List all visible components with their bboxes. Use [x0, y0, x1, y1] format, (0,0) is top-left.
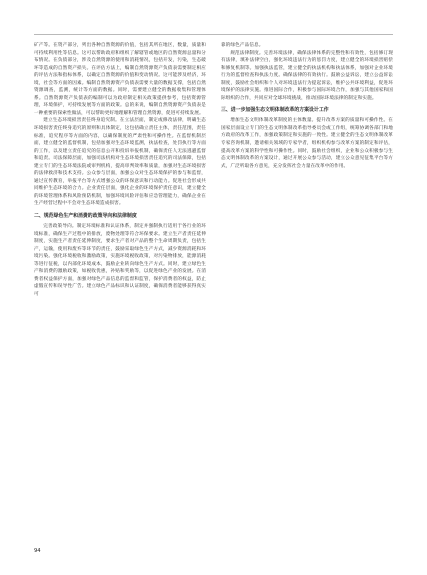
body-paragraph: 靠的绿色产品信息。: [221, 43, 264, 48]
body-paragraph: 完善政策导向。制定环境标准和认证体系，制定并强制执行适用于各行业的环境标准，确保生产过程中的排放，废物处理等符合环保要求。建立生产者责任延伸制度，实施生产者责任延伸制度，要求生产者对产品的整个生命周期负责，包括生产，运输，使用和废弃等环节的责任，鼓励采取绿色生产方式，减少资源消耗和环境污染。强化环境税收和激励政策，实施环境税收政策，对污染物排放，能源消耗等进行征税，以内部化环境成本，鼓励企业转向绿色生产方式。同时，建立绿色生产和消费的激励政策，如税收优惠，补贴和奖励等，以促进绿色产业的发展。在消费者权益保护方面，加强对绿色产品信息的监督和监管，保护消费者的权益，防止虚假宣传和误导性广告。建立绿色产品标识和认证制度，确保消费者能够获得真实可: [34, 224, 206, 297]
left-column: [34, 42, 206, 299]
body-paragraph: 建立生态环境损害责任终身追究制。在立法层面，制定或修改法律，明确生态环境损害责任终身追究的原则和具体制定，这包括确立责任主体，责任范围，责任标准，追究程序等方面的内容，以确保制度的严肃性和可操作性。在监督机制层面，建立健全的监督机制，包括加强对生态环境监测，执法检查，处罚执行等方面的工作，以及建立责任追究的信息公开和投诉举报机制，确保责任人无法逃避监督和追责。司法保障层面，加强司法机构对生态环境损害责任追究的司法保障，包括建立专门的生态环境法院或审判机构，提高审判效率和质量，加强对生态环境损害的法律救济和技术支持。公众参与层面，加强公众对生态环境保护的参与和监督，通过宣传教育，举报平台等方式增强公众的环保意识和行动能力。促进社会形成共同维护生态环境的合力。企业责任层面，强化企业的环境保护责任意识，建立健全的环境管理体系和风险预防机制，加强环境风险评估和应急管理能力，确保企业在生产经营过程中不会对生态环境造成损害。: [34, 118, 206, 207]
body-paragraph: 规范法律制度。完善环境法律，确保法律体系的完整性和有效性，包括修订现有法律，填补法律空白，强化环境违法行为的惩罚力度，建立健全的环境损害赔偿和修复机制等。加强执法监管，建立健全的执法机构和执法体系，加强对企业环境行为的监督检查和执法力度。确保法律的有效执行。鼓励公益诉讼，建立公益诉讼制度，鼓励社会组织和个人对环境违法行为提起诉讼，维护公共环境利益，促进环境保护的法律实施。推进国际合作，积极参与国际环境合作，加强与其他国家和国际组织的合作，共同应对全球环境挑战，推动国际环境法律的制定和实施。: [221, 50, 393, 101]
right-column: [221, 42, 393, 170]
header-rule: [34, 34, 393, 35]
body-paragraph: 矿产等。在资产部分，列出各种自然资源的价值，包括其所在地区，数量，质量和可持续利用性等信息。这可以帮助政府和组织了解辖管或地区的自然资源总量和分布情况。在负债部分，涉及自然资源的使用和消耗情况，包括开发，污染，生态破坏等造成的自然资产损失。在评估方法上，编制自然资源资产负债表需要制定相应的评估方法和指标体系，以确定自然资源的价值和变动情况。这可能涉及经济，环境，社会等方面的因素。编制自然资源资产负债表需要大量的数据支撑，包括自然资源调查，监测，统计等方面的数据。同时，需要建立健全的数据收集和管理体系。自然资源资产负债表的编制可以为政府制定相关政策提供参考，包括资源管理，环境保护，可持续发展等方面的政策。总的来说，编制自然资源资产负债表是一种重要的探索性做法，可以帮助更好地理解和管理自然资源，促进可持续发展。: [34, 43, 206, 116]
page-number: 94: [34, 548, 41, 554]
section-heading: 二、规范绿色生产和消费的政策导向和法律制度: [34, 213, 137, 220]
body-paragraph: 增加生态文明体制改革制度的主体数量。提升改革方案的质量和可操作性。在国家层面设立专门的生态文明体制改革指导委员会或工作组，统筹协调各部门和地方政府的改革工作，加强政策制定和实施的一致性。建立健全的生态文明体制改革专家咨询机制，邀请相关领域的专家学者，组织机构参与改革方案的制定和评估，提高改革方案的科学性和可操作性。同时，鼓励社会组织，企业和公众积极参与生态文明体制改革的方案设计，通过开展公众参与活动，建立公众意见征集平台等方式，广泛听取各方意见，充分发挥社会力量在改革中的作用。: [221, 118, 393, 169]
section-heading: 三、进一步加强生态文明体制改革的方案设计工作: [221, 107, 329, 114]
